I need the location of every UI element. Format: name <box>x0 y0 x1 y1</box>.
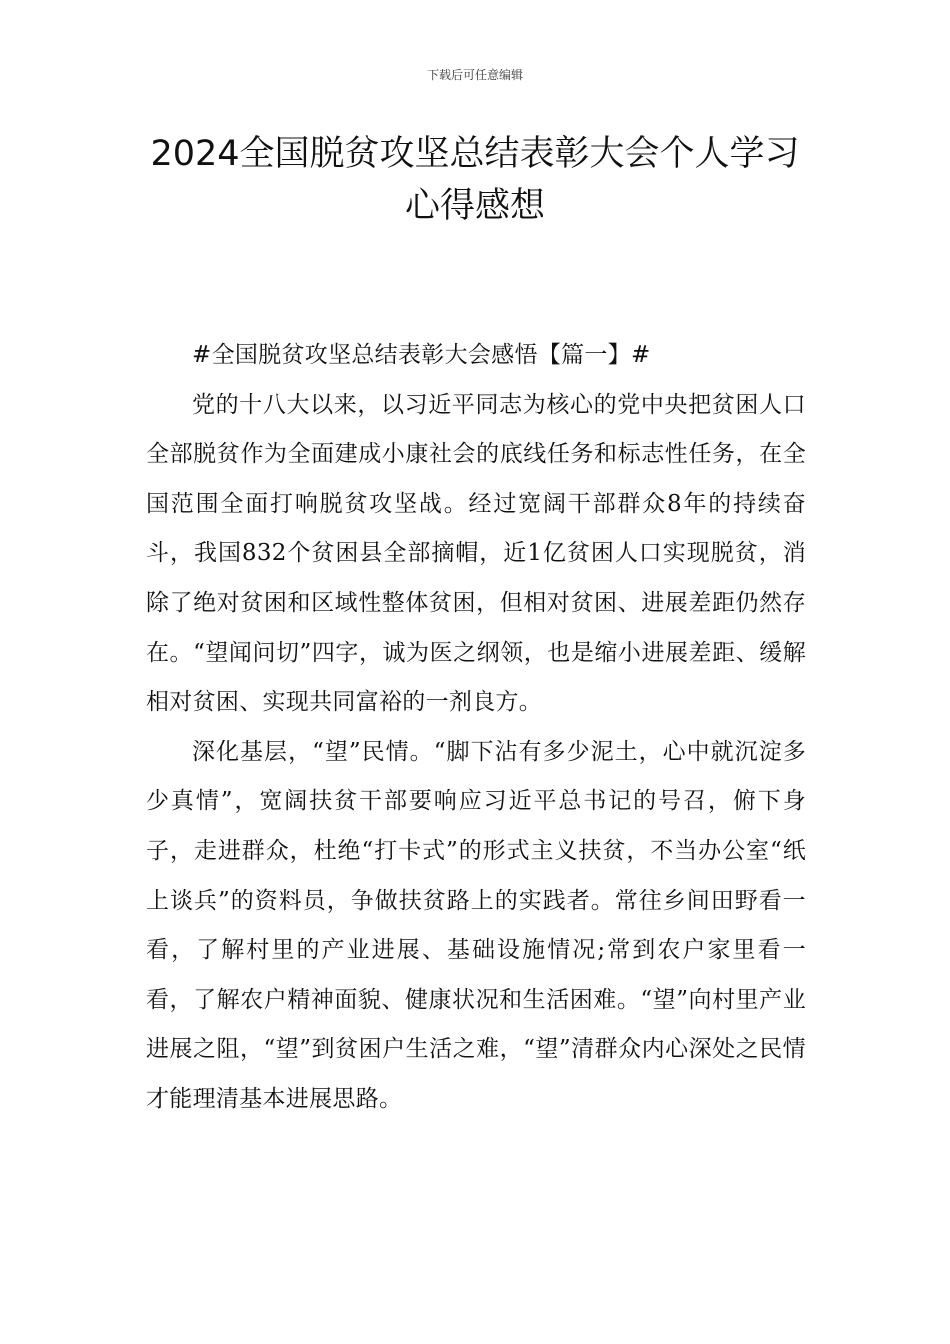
section-heading: #全国脱贫攻坚总结表彰大会感悟【篇一】# <box>192 342 651 368</box>
paragraph: 党的十八大以来，以习近平同志为核心的党中央把贫困人口全部脱贫作为全面建成小康社会的底线任务和标志性任务，在全国范围全面打响脱贫攻坚战。经过宽阔干部群众8年的持续奋斗，我国832个贫困县全部摘帽，近1亿贫困人口实现脱贫，消除了绝对贫困和区域性整体贫困，但相对贫困、进展差距仍然存在。“望闻问切”四字，诚为医之纲领，也是缩小进展差距、缓解相对贫困、实现共同富裕的一剂良方。 <box>146 391 806 716</box>
title-line-1: 2024全国脱贫攻坚总结表彰大会个人学习 <box>150 134 800 174</box>
title-line-2: 心得感想 <box>404 186 545 226</box>
paragraph: 深化基层，“望”民情。“脚下沾有多少泥土，心中就沉淀多少真情”，宽阔扶贫干部要响应习近平总书记的号召，俯下身子，走进群众，杜绝“打卡式”的形式主义扶贫，不当办公室“纸上谈兵”的资料员，争做扶贫路上的实践者。常往乡间田野看一看，了解村里的产业进展、基础设施情况;常到农户家里看一看，了解农户精神面貌、健康状况和生活困难。“望”向村里产业进展之阻，“望”到贫困户生活之难，“望”清群众内心深处之民情才能理清基本进展思路。 <box>146 738 806 1112</box>
header-note: 下载后可任意编辑 <box>426 68 523 82</box>
document-title <box>0 128 950 232</box>
document-body <box>146 331 806 1125</box>
